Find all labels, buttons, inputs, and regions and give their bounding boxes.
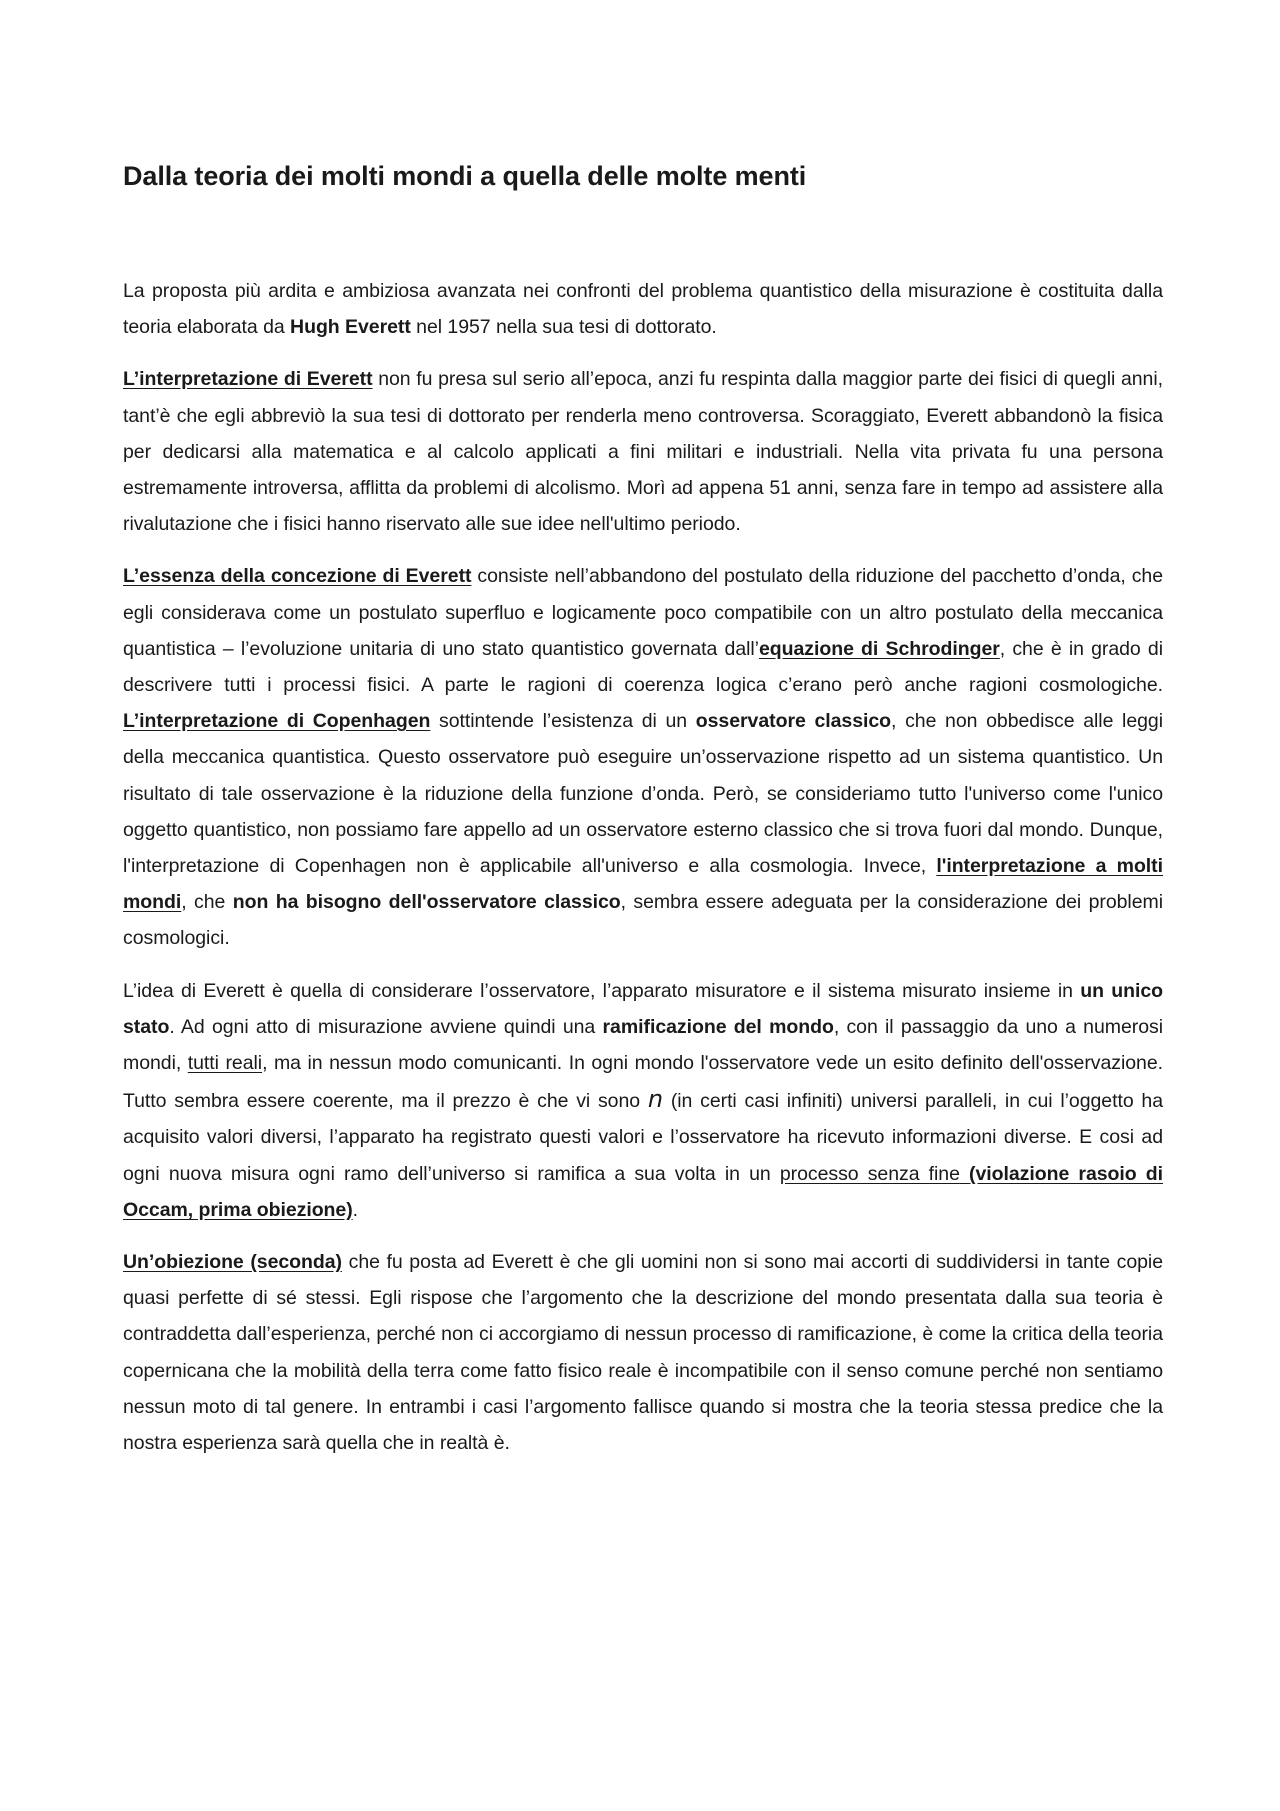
text-run: consiste nell’abbandono del postulato della riduzione del pacchetto d’onda, che egli considerava come un postulato superfluo e logicamente poco compatibile con un altro postulato della meccanica quantistica – l’evoluzione unitaria di uno stato quantistico governata dall’ [123, 565, 1163, 660]
paragraph-seconda-obiezione [123, 1244, 1163, 1461]
text-run [960, 1163, 969, 1185]
term-interpretazione-copenhagen: L’interpretazione di Copenhagen [123, 710, 431, 733]
term-equazione-schrodinger: equazione di Schrodinger [758, 637, 1000, 660]
paragraph-introduction [123, 273, 1163, 345]
document-title: Dalla teoria dei molti mondi a quella delle molte menti [123, 161, 807, 191]
text-run: , sembra essere adeguata per la considerazione dei problemi cosmologici. [123, 891, 1163, 950]
term-interpretazione-molti-mondi: l'interpretazione a molti mondi [123, 855, 1163, 914]
text-run: , che non obbedisce alle leggi della meccanica quantistica. Questo osservatore può eseguire un’osservazione rispetto ad un sistema quantistico. Un risultato di tale osservazione è la riduzione della funzione d’onda. Però, se consideriamo tutto l'universo come l'unico oggetto quantistico, non possiamo fare appello ad un osservatore esterno classico che si trova fuori dal mondo. Dunque, l'interpretazione di Copenhagen non è applicabile all'universo e alla cosmologia. Invece, [123, 710, 1164, 878]
term-processo-senza-fine: processo senza fine [779, 1162, 960, 1185]
term-unico-stato: un unico stato [123, 979, 1163, 1038]
text-run: , che è in grado di descrivere tutti i processi fisici. A parte le ragioni di coerenza logica c’erano però anche ragioni cosmologiche. [123, 637, 1164, 697]
paragraph-everett-biography [123, 361, 1163, 542]
variable-n: n [647, 1085, 664, 1114]
text-run: , ma in nessun modo comunicanti. In ogni mondo l'osservatore vede un esito definito dell'osservazione. Tutto sembra essere coerente, ma il prezzo è che vi sono [123, 1052, 1163, 1113]
term-tutti-reali: tutti reali [187, 1052, 263, 1075]
text-run: , con il passaggio da uno a numerosi mondi, [123, 1015, 1163, 1075]
document-body [123, 273, 1163, 1477]
term-non-ha-bisogno: non ha bisogno dell'osservatore classico [232, 891, 621, 914]
text-run: . Ad ogni atto di misurazione avviene quindi una [169, 1015, 603, 1038]
paragraph-essenza-concezione [123, 558, 1163, 956]
paragraph-idea-everett [123, 973, 1163, 1228]
heading-interpretazione-everett: L’interpretazione di Everett [123, 368, 373, 391]
text-run: sottintende l’esistenza di un [430, 710, 696, 733]
term-osservatore-classico: osservatore classico [695, 710, 892, 733]
heading-seconda-obiezione: Un’obiezione (seconda) [123, 1251, 342, 1274]
text-run: (in certi casi infiniti) universi paralleli, in cui l’oggetto ha acquisito valori diversi, l’apparato ha registrato questi valori e l’osservatore ha ricevuto informazioni diverse. E cosi ad ogni nuova misura ogni ramo dell’universo si ramifica a sua volta in un [123, 1090, 1164, 1185]
text-run: , che [181, 891, 233, 914]
term-prima-obiezione: (violazione rasoio di Occam, prima obiezione) [123, 1162, 1164, 1221]
term-ramificazione-mondo: ramificazione del mondo [602, 1015, 834, 1038]
text-run: La proposta più ardita e ambiziosa avanzata nei confronti del problema quantistico della misurazione è costituita dalla teoria elaborata da [123, 280, 1163, 339]
text-run: non fu presa sul serio all’epoca, anzi fu respinta dalla maggior parte dei fisici di quegli anni, tant’è che egli abbreviò la sua tesi di dottorato per renderla meno controversa. Scoraggiato, Everett abbandonò la fisica per dedicarsi alla matematica e al calcolo applicati a fini militari e industriali. Nella vita privata fu una persona estremamente introversa, afflitta da problemi di alcolismo. Morì ad appena 51 anni, senza fare in tempo ad assistere alla rivalutazione che i fisici hanno riservato alle sue idee nell'ultimo periodo. [123, 368, 1163, 536]
text-run: . [352, 1198, 359, 1221]
text-run: nel 1957 nella sua tesi di dottorato. [410, 316, 717, 339]
name-hugh-everett: Hugh Everett [290, 316, 411, 339]
heading-essenza-concezione: L’essenza della concezione di Everett [123, 565, 472, 588]
text-run: che fu posta ad Everett è che gli uomini non si sono mai accorti di suddividersi in tante copie quasi perfette di sé stessi. Egli rispose che l’argomento che la descrizione del mondo presentata dalla sua teoria è contraddetta dall’esperienza, perché non ci accorgiamo di nessun processo di ramificazione, è come la critica della teoria copernicana che la mobilità della terra come fatto fisico reale è incompatibile con il senso comune perché non sentiamo nessun moto di tal genere. In entrambi i casi l’argomento fallisce quando si mostra che la teoria stessa predice che la nostra esperienza sarà quella che in realtà è. [123, 1251, 1163, 1455]
text-run: L’idea di Everett è quella di considerare l’osservatore, l’apparato misuratore e il sistema misurato insieme in [123, 979, 1081, 1002]
